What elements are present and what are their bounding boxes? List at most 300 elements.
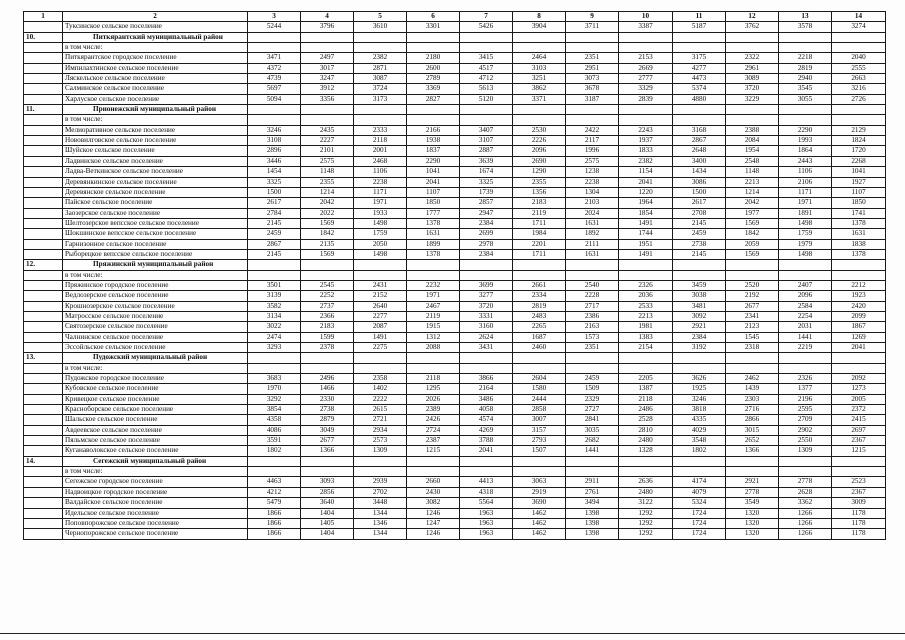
empty-cell bbox=[513, 363, 566, 373]
empty-cell bbox=[460, 353, 513, 363]
value-cell: 1741 bbox=[832, 208, 886, 218]
value-cell: 2420 bbox=[832, 301, 886, 311]
value-cell: 3362 bbox=[779, 498, 832, 508]
value-cell: 2382 bbox=[354, 53, 407, 63]
value-cell: 2087 bbox=[354, 322, 407, 332]
value-cell: 3089 bbox=[726, 74, 779, 84]
value-cell: 2896 bbox=[248, 146, 301, 156]
value-cell: 1366 bbox=[726, 446, 779, 456]
empty-cell bbox=[619, 456, 673, 466]
empty-cell bbox=[301, 363, 354, 373]
empty-cell bbox=[248, 353, 301, 363]
value-cell: 1320 bbox=[726, 518, 779, 528]
value-cell: 2871 bbox=[354, 63, 407, 73]
value-cell: 2005 bbox=[832, 394, 886, 404]
value-cell: 1295 bbox=[407, 384, 460, 394]
value-cell: 5697 bbox=[248, 84, 301, 94]
value-cell: 1309 bbox=[779, 446, 832, 456]
value-cell: 1320 bbox=[726, 529, 779, 539]
value-cell: 2022 bbox=[301, 208, 354, 218]
value-cell: 2367 bbox=[832, 487, 886, 497]
value-cell: 2372 bbox=[832, 405, 886, 415]
value-cell: 2341 bbox=[726, 311, 779, 321]
value-cell: 3369 bbox=[407, 84, 460, 94]
value-cell: 1378 bbox=[832, 218, 886, 228]
value-cell: 3591 bbox=[248, 436, 301, 446]
value-cell: 1824 bbox=[832, 136, 886, 146]
value-cell: 2042 bbox=[726, 198, 779, 208]
settlement-name-cell: Гарнизонное сельское поселение bbox=[63, 239, 248, 249]
value-cell: 2669 bbox=[619, 63, 673, 73]
value-cell: 1850 bbox=[407, 198, 460, 208]
value-cell: 2084 bbox=[726, 136, 779, 146]
value-cell: 4277 bbox=[673, 63, 726, 73]
value-cell: 3545 bbox=[779, 84, 832, 94]
column-number-header: 11 bbox=[673, 12, 726, 22]
value-cell: 1247 bbox=[407, 518, 460, 528]
value-cell: 3711 bbox=[566, 22, 619, 32]
value-cell: 3035 bbox=[566, 425, 619, 435]
value-cell: 1328 bbox=[619, 446, 673, 456]
column-number-header: 4 bbox=[301, 12, 354, 22]
empty-cell bbox=[726, 43, 779, 53]
empty-cell bbox=[301, 115, 354, 125]
district-header-row bbox=[24, 105, 886, 115]
value-cell: 1434 bbox=[673, 167, 726, 177]
value-cell: 1498 bbox=[354, 218, 407, 228]
empty-cell bbox=[566, 270, 619, 280]
empty-cell bbox=[619, 32, 673, 42]
table-row bbox=[24, 187, 886, 197]
empty-cell bbox=[619, 467, 673, 477]
settlement-name-cell: Поповпорожское сельское поселение bbox=[63, 518, 248, 528]
value-cell: 1599 bbox=[301, 332, 354, 342]
value-cell: 3038 bbox=[673, 291, 726, 301]
table-row bbox=[24, 167, 886, 177]
value-cell: 1273 bbox=[832, 384, 886, 394]
value-cell: 3818 bbox=[673, 405, 726, 415]
value-cell: 2496 bbox=[301, 374, 354, 384]
value-cell: 2183 bbox=[513, 198, 566, 208]
value-cell: 2164 bbox=[460, 384, 513, 394]
value-cell: 2600 bbox=[407, 63, 460, 73]
empty-cell bbox=[513, 270, 566, 280]
value-cell: 4739 bbox=[248, 74, 301, 84]
table-row bbox=[24, 518, 886, 528]
page-edge-line bbox=[0, 633, 905, 634]
value-cell: 2677 bbox=[301, 436, 354, 446]
empty-cell bbox=[566, 353, 619, 363]
empty-cell bbox=[460, 32, 513, 42]
value-cell: 2858 bbox=[513, 405, 566, 415]
district-number-cell: 14. bbox=[24, 456, 63, 466]
value-cell: 2092 bbox=[832, 374, 886, 384]
value-cell: 1320 bbox=[726, 508, 779, 518]
value-cell: 2951 bbox=[566, 63, 619, 73]
value-cell: 5426 bbox=[460, 22, 513, 32]
value-cell: 3292 bbox=[248, 394, 301, 404]
empty-cell bbox=[673, 105, 726, 115]
value-cell: 1214 bbox=[301, 187, 354, 197]
table-row bbox=[24, 343, 886, 353]
value-cell: 2866 bbox=[726, 415, 779, 425]
value-cell: 1398 bbox=[566, 508, 619, 518]
empty-cell bbox=[619, 260, 673, 270]
settlement-name-cell: Импилахтинское сельское поселение bbox=[63, 63, 248, 73]
row-number-cell bbox=[24, 518, 63, 528]
value-cell: 1631 bbox=[566, 249, 619, 259]
value-cell: 3683 bbox=[248, 374, 301, 384]
empty-cell bbox=[407, 260, 460, 270]
value-cell: 1498 bbox=[354, 249, 407, 259]
value-cell: 2887 bbox=[460, 146, 513, 156]
value-cell: 1711 bbox=[513, 218, 566, 228]
value-cell: 1148 bbox=[301, 167, 354, 177]
value-cell: 2778 bbox=[779, 477, 832, 487]
value-cell: 1837 bbox=[407, 146, 460, 156]
subheading-row bbox=[24, 270, 886, 280]
value-cell: 2050 bbox=[354, 239, 407, 249]
empty-cell bbox=[248, 105, 301, 115]
empty-cell bbox=[301, 456, 354, 466]
value-cell: 1246 bbox=[407, 508, 460, 518]
row-number-cell bbox=[24, 291, 63, 301]
table-row bbox=[24, 74, 886, 84]
value-cell: 3639 bbox=[460, 156, 513, 166]
value-cell: 1631 bbox=[832, 229, 886, 239]
value-cell: 3134 bbox=[248, 311, 301, 321]
column-number-header: 7 bbox=[460, 12, 513, 22]
value-cell: 1984 bbox=[513, 229, 566, 239]
value-cell: 3400 bbox=[673, 156, 726, 166]
empty-cell bbox=[566, 363, 619, 373]
table-row bbox=[24, 156, 886, 166]
row-number-cell bbox=[24, 94, 63, 104]
value-cell: 3246 bbox=[673, 394, 726, 404]
value-cell: 2573 bbox=[354, 436, 407, 446]
value-cell: 4473 bbox=[673, 74, 726, 84]
value-cell: 1266 bbox=[779, 508, 832, 518]
empty-cell bbox=[354, 105, 407, 115]
value-cell: 4079 bbox=[673, 487, 726, 497]
value-cell: 3448 bbox=[354, 498, 407, 508]
value-cell: 2367 bbox=[832, 436, 886, 446]
value-cell: 4517 bbox=[460, 63, 513, 73]
value-cell: 2468 bbox=[354, 156, 407, 166]
value-cell: 1441 bbox=[566, 446, 619, 456]
empty-cell bbox=[460, 260, 513, 270]
value-cell: 3055 bbox=[779, 94, 832, 104]
empty-cell bbox=[832, 115, 886, 125]
value-cell: 4413 bbox=[460, 477, 513, 487]
value-cell: 1981 bbox=[619, 322, 673, 332]
value-cell: 1178 bbox=[832, 518, 886, 528]
value-cell: 2426 bbox=[407, 415, 460, 425]
value-cell: 2708 bbox=[673, 208, 726, 218]
value-cell: 3192 bbox=[673, 343, 726, 353]
value-cell: 2382 bbox=[619, 156, 673, 166]
value-cell: 1674 bbox=[460, 167, 513, 177]
settlement-name-cell: Пряжинское городское поселение bbox=[63, 280, 248, 290]
value-cell: 2497 bbox=[301, 53, 354, 63]
empty-cell bbox=[407, 32, 460, 42]
value-cell: 2219 bbox=[779, 343, 832, 353]
value-cell: 2444 bbox=[513, 394, 566, 404]
empty-cell bbox=[832, 467, 886, 477]
value-cell: 2663 bbox=[832, 74, 886, 84]
value-cell: 2243 bbox=[619, 125, 673, 135]
value-cell: 2118 bbox=[407, 374, 460, 384]
value-cell: 2480 bbox=[619, 487, 673, 497]
value-cell: 4318 bbox=[460, 487, 513, 497]
empty-cell bbox=[354, 32, 407, 42]
value-cell: 2101 bbox=[301, 146, 354, 156]
value-cell: 2604 bbox=[513, 374, 566, 384]
value-cell: 2867 bbox=[248, 239, 301, 249]
value-cell: 1398 bbox=[566, 529, 619, 539]
value-cell: 2040 bbox=[832, 53, 886, 63]
value-cell: 2088 bbox=[407, 343, 460, 353]
value-cell: 2784 bbox=[248, 208, 301, 218]
empty-cell bbox=[566, 115, 619, 125]
value-cell: 2584 bbox=[779, 301, 832, 311]
empty-cell bbox=[673, 270, 726, 280]
table-row bbox=[24, 322, 886, 332]
value-cell: 3912 bbox=[301, 84, 354, 94]
value-cell: 2326 bbox=[619, 280, 673, 290]
value-cell: 3173 bbox=[354, 94, 407, 104]
value-cell: 2318 bbox=[726, 343, 779, 353]
empty-cell bbox=[248, 456, 301, 466]
empty-cell bbox=[513, 32, 566, 42]
table-row bbox=[24, 94, 886, 104]
value-cell: 1964 bbox=[619, 198, 673, 208]
subheading-cell: в том числе: bbox=[63, 467, 248, 477]
district-header-row bbox=[24, 260, 886, 270]
header-row bbox=[24, 12, 886, 22]
value-cell: 1802 bbox=[248, 446, 301, 456]
table-row bbox=[24, 332, 886, 342]
district-name-cell: Питкярантский муниципальный район bbox=[63, 32, 248, 42]
value-cell: 2761 bbox=[566, 487, 619, 497]
district-name-cell: Пудожский муниципальный район bbox=[63, 353, 248, 363]
empty-cell bbox=[354, 467, 407, 477]
value-cell: 1246 bbox=[407, 529, 460, 539]
value-cell: 3796 bbox=[301, 22, 354, 32]
value-cell: 1507 bbox=[513, 446, 566, 456]
value-cell: 1569 bbox=[726, 218, 779, 228]
table-row bbox=[24, 394, 886, 404]
value-cell: 2041 bbox=[407, 177, 460, 187]
value-cell: 3168 bbox=[673, 125, 726, 135]
empty-cell bbox=[673, 353, 726, 363]
value-cell: 5374 bbox=[673, 84, 726, 94]
value-cell: 2213 bbox=[619, 311, 673, 321]
value-cell: 3157 bbox=[513, 425, 566, 435]
row-number-cell bbox=[24, 425, 63, 435]
value-cell: 2290 bbox=[407, 156, 460, 166]
value-cell: 1720 bbox=[832, 146, 886, 156]
value-cell: 2699 bbox=[460, 229, 513, 239]
value-cell: 3331 bbox=[460, 311, 513, 321]
value-cell: 1915 bbox=[407, 322, 460, 332]
value-cell: 3063 bbox=[513, 477, 566, 487]
value-cell: 2129 bbox=[832, 125, 886, 135]
table-row bbox=[24, 136, 886, 146]
value-cell: 1580 bbox=[513, 384, 566, 394]
row-number-cell bbox=[24, 498, 63, 508]
settlement-name-cell: Идельское сельское поселение bbox=[63, 508, 248, 518]
value-cell: 2459 bbox=[248, 229, 301, 239]
value-cell: 2702 bbox=[354, 487, 407, 497]
value-cell: 1290 bbox=[513, 167, 566, 177]
row-number-cell bbox=[24, 218, 63, 228]
settlement-name-cell: Пайское сельское поселение bbox=[63, 198, 248, 208]
table-row bbox=[24, 229, 886, 239]
empty-cell bbox=[566, 32, 619, 42]
value-cell: 5094 bbox=[248, 94, 301, 104]
empty-cell bbox=[726, 115, 779, 125]
empty-cell bbox=[832, 32, 886, 42]
row-number-cell bbox=[24, 363, 63, 373]
value-cell: 1292 bbox=[619, 518, 673, 528]
value-cell: 2384 bbox=[673, 332, 726, 342]
value-cell: 2326 bbox=[779, 374, 832, 384]
value-cell: 2624 bbox=[460, 332, 513, 342]
value-cell: 3626 bbox=[673, 374, 726, 384]
empty-cell bbox=[354, 115, 407, 125]
value-cell: 2096 bbox=[513, 146, 566, 156]
value-cell: 1148 bbox=[726, 167, 779, 177]
value-cell: 2205 bbox=[619, 374, 673, 384]
district-number-cell: 13. bbox=[24, 353, 63, 363]
value-cell: 3007 bbox=[513, 415, 566, 425]
empty-cell bbox=[832, 363, 886, 373]
value-cell: 2789 bbox=[407, 74, 460, 84]
settlement-name-cell: Питкярантское городское поселение bbox=[63, 53, 248, 63]
value-cell: 1854 bbox=[619, 208, 673, 218]
value-cell: 1439 bbox=[726, 384, 779, 394]
value-cell: 1891 bbox=[779, 208, 832, 218]
row-number-cell bbox=[24, 446, 63, 456]
value-cell: 2228 bbox=[566, 291, 619, 301]
value-cell: 2435 bbox=[301, 125, 354, 135]
value-cell: 2911 bbox=[566, 477, 619, 487]
value-cell: 3548 bbox=[673, 436, 726, 446]
subheading-cell: в том числе: bbox=[63, 363, 248, 373]
empty-cell bbox=[673, 467, 726, 477]
value-cell: 2460 bbox=[513, 343, 566, 353]
value-cell: 2530 bbox=[513, 125, 566, 135]
empty-cell bbox=[248, 270, 301, 280]
value-cell: 1892 bbox=[566, 229, 619, 239]
empty-cell bbox=[566, 105, 619, 115]
empty-cell bbox=[726, 32, 779, 42]
value-cell: 2961 bbox=[726, 63, 779, 73]
value-cell: 2533 bbox=[619, 301, 673, 311]
empty-cell bbox=[779, 467, 832, 477]
value-cell: 2355 bbox=[513, 177, 566, 187]
empty-cell bbox=[460, 456, 513, 466]
row-number-cell bbox=[24, 74, 63, 84]
value-cell: 2118 bbox=[619, 394, 673, 404]
value-cell: 2026 bbox=[407, 394, 460, 404]
value-cell: 2867 bbox=[673, 136, 726, 146]
data-table bbox=[23, 11, 886, 540]
settlement-name-cell: Сегежское городское поселение bbox=[63, 477, 248, 487]
value-cell: 3481 bbox=[673, 301, 726, 311]
value-cell: 3431 bbox=[460, 343, 513, 353]
row-number-cell bbox=[24, 332, 63, 342]
value-cell: 1759 bbox=[354, 229, 407, 239]
value-cell: 2464 bbox=[513, 53, 566, 63]
value-cell: 2528 bbox=[619, 415, 673, 425]
table-row bbox=[24, 218, 886, 228]
value-cell: 1378 bbox=[407, 249, 460, 259]
value-cell: 3690 bbox=[513, 498, 566, 508]
value-cell: 2648 bbox=[673, 146, 726, 156]
value-cell: 5324 bbox=[673, 498, 726, 508]
value-cell: 3022 bbox=[248, 322, 301, 332]
column-number-header: 12 bbox=[726, 12, 779, 22]
value-cell: 1833 bbox=[619, 146, 673, 156]
value-cell: 2856 bbox=[301, 487, 354, 497]
value-cell: 1441 bbox=[779, 332, 832, 342]
value-cell: 1041 bbox=[407, 167, 460, 177]
value-cell: 2947 bbox=[460, 208, 513, 218]
value-cell: 1266 bbox=[779, 518, 832, 528]
table-row bbox=[24, 280, 886, 290]
district-header-row bbox=[24, 32, 886, 42]
value-cell: 1970 bbox=[248, 384, 301, 394]
table-row bbox=[24, 384, 886, 394]
value-cell: 2218 bbox=[779, 53, 832, 63]
empty-cell bbox=[407, 43, 460, 53]
value-cell: 2652 bbox=[726, 436, 779, 446]
value-cell: 2135 bbox=[301, 239, 354, 249]
value-cell: 1346 bbox=[354, 518, 407, 528]
empty-cell bbox=[726, 353, 779, 363]
empty-cell bbox=[460, 363, 513, 373]
value-cell: 4058 bbox=[460, 405, 513, 415]
value-cell: 4712 bbox=[460, 74, 513, 84]
empty-cell bbox=[407, 115, 460, 125]
value-cell: 1631 bbox=[566, 218, 619, 228]
value-cell: 2483 bbox=[513, 311, 566, 321]
settlement-name-cell: Деревянское сельское поселение bbox=[63, 187, 248, 197]
value-cell: 1996 bbox=[566, 146, 619, 156]
district-name-cell: Пряжинский муниципальный район bbox=[63, 260, 248, 270]
value-cell: 1404 bbox=[301, 508, 354, 518]
value-cell: 1963 bbox=[460, 508, 513, 518]
value-cell: 1866 bbox=[248, 508, 301, 518]
value-cell: 3049 bbox=[301, 425, 354, 435]
value-cell: 3251 bbox=[513, 74, 566, 84]
value-cell: 3699 bbox=[460, 280, 513, 290]
empty-cell bbox=[513, 467, 566, 477]
value-cell: 2041 bbox=[832, 343, 886, 353]
row-number-cell bbox=[24, 156, 63, 166]
subheading-row bbox=[24, 467, 886, 477]
row-number-cell bbox=[24, 239, 63, 249]
value-cell: 2682 bbox=[566, 436, 619, 446]
value-cell: 2431 bbox=[354, 280, 407, 290]
value-cell: 3325 bbox=[460, 177, 513, 187]
value-cell: 1963 bbox=[460, 518, 513, 528]
empty-cell bbox=[301, 260, 354, 270]
value-cell: 1866 bbox=[248, 529, 301, 539]
value-cell: 2934 bbox=[354, 425, 407, 435]
